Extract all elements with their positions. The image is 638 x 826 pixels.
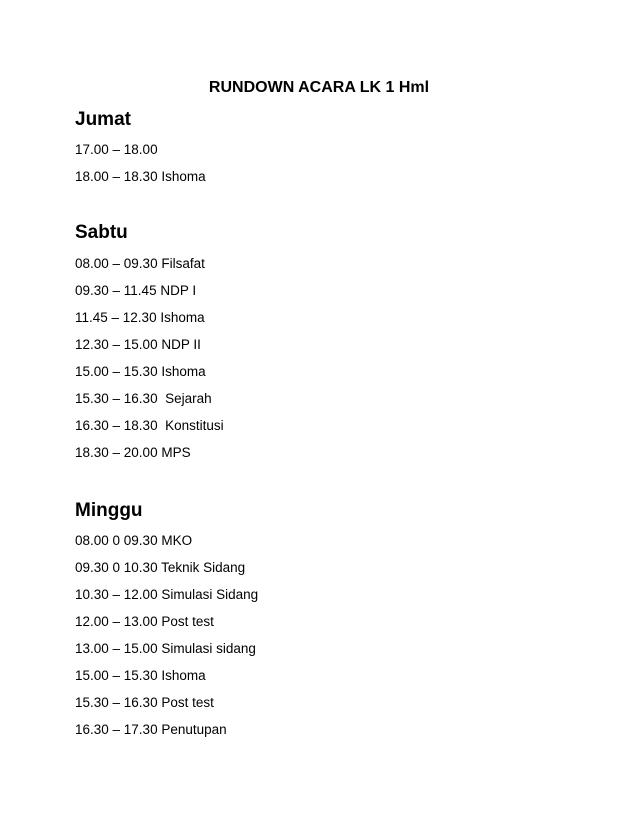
schedule-item: 17.00 – 18.00: [75, 142, 158, 157]
day-heading-minggu: Minggu: [75, 500, 143, 521]
schedule-item: 11.45 – 12.30 Ishoma: [75, 310, 205, 325]
schedule-item: 09.30 – 11.45 NDP I: [75, 283, 197, 298]
schedule-item: 15.00 – 15.30 Ishoma: [75, 668, 206, 683]
schedule-item: 08.00 – 09.30 Filsafat: [75, 256, 205, 271]
schedule-item: 12.30 – 15.00 NDP II: [75, 337, 201, 352]
schedule-item: 15.00 – 15.30 Ishoma: [75, 364, 206, 379]
day-heading-jumat: Jumat: [75, 109, 131, 130]
schedule-item: 16.30 – 18.30 Konstitusi: [75, 418, 224, 433]
day-heading-sabtu: Sabtu: [75, 222, 128, 243]
schedule-item: 18.30 – 20.00 MPS: [75, 445, 191, 460]
schedule-item: 10.30 – 12.00 Simulasi Sidang: [75, 587, 259, 602]
schedule-item: 16.30 – 17.30 Penutupan: [75, 722, 227, 737]
schedule-item: 18.00 – 18.30 Ishoma: [75, 169, 206, 184]
schedule-item: 15.30 – 16.30 Sejarah: [75, 391, 212, 406]
schedule-item: 15.30 – 16.30 Post test: [75, 695, 214, 710]
page-title: RUNDOWN ACARA LK 1 Hml: [208, 79, 430, 96]
schedule-item: 08.00 0 09.30 MKO: [75, 533, 193, 548]
schedule-item: 09.30 0 10.30 Teknik Sidang: [75, 560, 246, 575]
schedule-item: 12.00 – 13.00 Post test: [75, 614, 214, 629]
schedule-item: 13.00 – 15.00 Simulasi sidang: [75, 641, 256, 656]
